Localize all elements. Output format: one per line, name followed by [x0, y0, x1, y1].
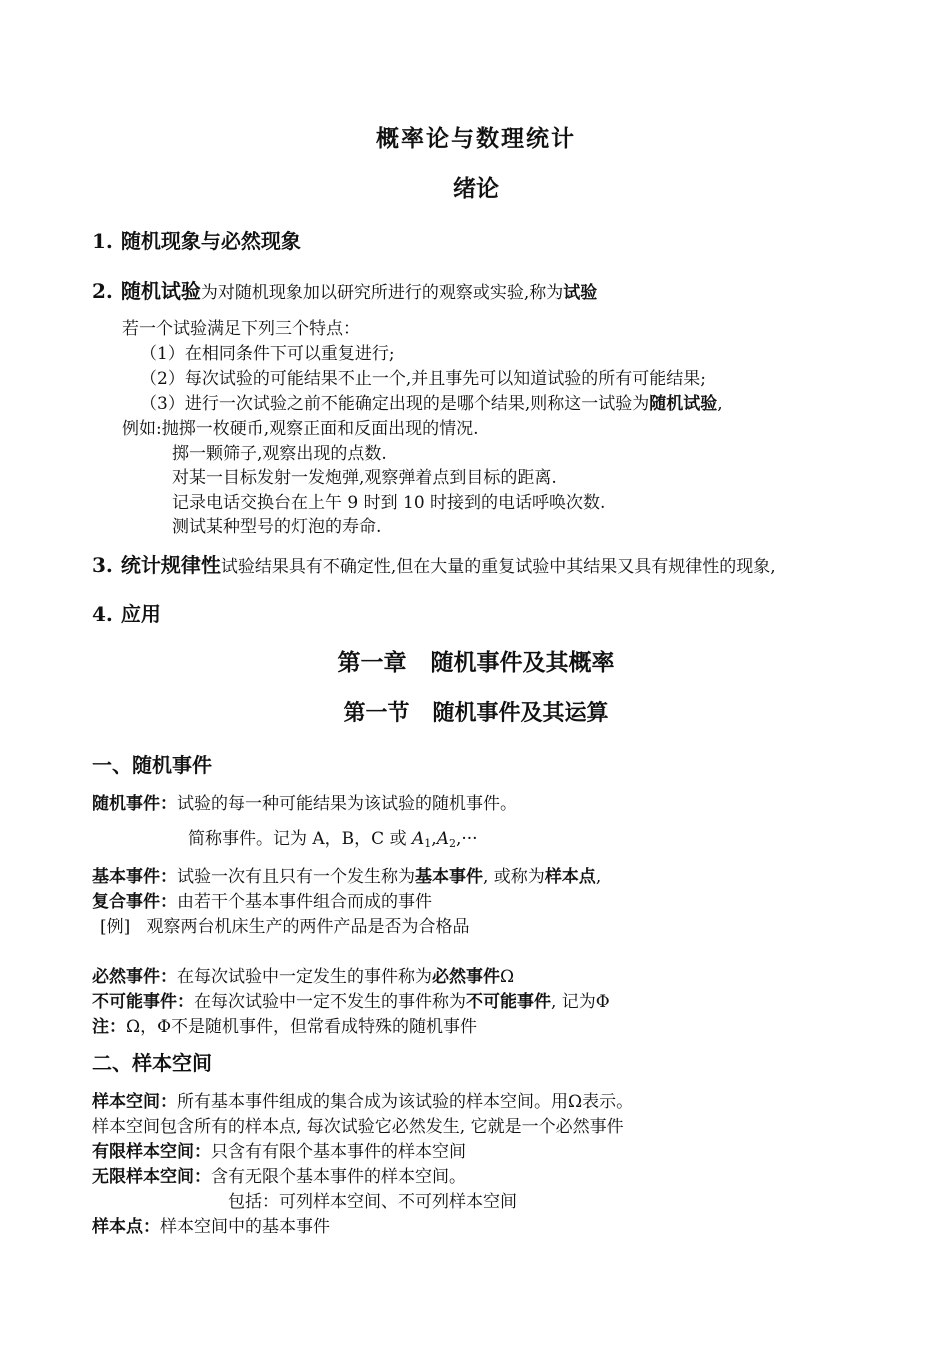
item-heading: 随机现象与必然现象 — [120, 229, 301, 253]
item-number: 4. — [92, 602, 113, 626]
item-number: 2. — [92, 279, 113, 303]
item-term: 随机试验 — [120, 279, 201, 303]
definition-term: 无限样本空间： — [92, 1167, 211, 1187]
item-term-2: 试验 — [563, 283, 598, 303]
definition-text: 由若干个基本事件组合而成的事件 — [177, 892, 432, 912]
notation-tail: ,··· — [455, 829, 478, 849]
definition-term-3: 样本点 — [544, 867, 596, 887]
definition-term: 有限样本空间： — [92, 1142, 211, 1162]
example-line: 测试某种型号的灯泡的寿命. — [172, 517, 382, 537]
definition-term: 基本事件： — [92, 867, 177, 887]
note-text: Ω，Φ不是随机事件，但常看成特殊的随机事件 — [126, 1017, 478, 1037]
sample-space-line-2: 样本空间包含所有的样本点, 每次试验它必然发生, 它就是一个必然事件 — [92, 1117, 624, 1137]
impossible-event-definition — [92, 991, 610, 1013]
definition-end: , — [595, 867, 602, 887]
example-line: 对某一目标发射一发炮弹,观察弹着点到目标的距离. — [172, 468, 557, 488]
definition-term: 复合事件： — [92, 892, 177, 912]
intro-item-4 — [92, 603, 161, 625]
definition-text: 在每次试验中一定不发生的事件称为 — [194, 992, 466, 1012]
definition-term-2: 基本事件 — [415, 867, 483, 887]
condition-2: （2）每次试验的可能结果不止一个,并且事先可以知道试验的所有可能结果; — [140, 369, 706, 389]
definition-end: , 记为Φ — [551, 992, 610, 1012]
item-text: 为对随机现象加以研究所进行的观察或实验,称为 — [200, 283, 564, 303]
definition-text: 试验一次有且只有一个发生称为 — [177, 867, 415, 887]
document-title: 概率论与数理统计 — [376, 125, 576, 152]
example-line: 例如:抛掷一枚硬币,观察正面和反面出现的情况. — [122, 419, 479, 439]
note-line — [92, 1016, 477, 1038]
item-number: 3. — [92, 553, 113, 577]
example-line: 掷一颗筛子,观察出现的点数. — [172, 444, 387, 464]
sample-point-definition — [92, 1216, 330, 1238]
notation-sub-2: 2 — [448, 837, 456, 850]
definition-term: 不可能事件： — [92, 992, 194, 1012]
definition-term: 必然事件： — [92, 967, 177, 987]
definition-term: 样本点： — [92, 1217, 160, 1237]
definition-text: 样本空间中的基本事件 — [160, 1217, 330, 1237]
item-text: 试验结果具有不确定性,但在大量的重复试验中其结果又具有规律性的现象, — [220, 557, 776, 577]
chapter-heading: 第一章 随机事件及其概率 — [337, 649, 615, 676]
intro-item-1 — [92, 230, 301, 252]
condition-intro: 若一个试验满足下列三个特点： — [122, 319, 360, 339]
infinite-space-includes: 包括：可列样本空间、不可列样本空间 — [228, 1192, 517, 1212]
condition-1: （1）在相同条件下可以重复进行; — [140, 344, 395, 364]
omega-symbol: Ω — [500, 967, 515, 987]
document-subtitle: 绪论 — [453, 175, 499, 202]
infinite-space-definition — [92, 1166, 466, 1188]
item-term: 统计规律性 — [120, 553, 221, 577]
note-term: 注： — [92, 1017, 126, 1037]
example-note: [例] 观察两台机床生产的两件产品是否为合格品 — [100, 917, 470, 937]
basic-event-definition — [92, 866, 601, 888]
item-heading: 应用 — [120, 602, 161, 626]
finite-space-definition — [92, 1141, 466, 1163]
definition-text: 只含有有限个基本事件的样本空间 — [211, 1142, 466, 1162]
definition-text: 试验的每一种可能结果为该试验的随机事件。 — [177, 794, 517, 814]
example-line: 记录电话交换台在上午 9 时到 10 时接到的电话呼唤次数. — [172, 493, 606, 513]
intro-item-2 — [92, 280, 597, 304]
definition-text: 所有基本事件组成的集合成为该试验的样本空间。用Ω表示。 — [177, 1092, 634, 1112]
condition-3-end: , — [717, 394, 723, 414]
definition-text: 在每次试验中一定发生的事件称为 — [177, 967, 432, 987]
definition-term: 随机事件： — [92, 794, 177, 814]
certain-event-definition — [92, 966, 514, 988]
definition-term: 样本空间： — [92, 1092, 177, 1112]
event-notation — [188, 828, 478, 855]
condition-3-text: （3）进行一次试验之前不能确定出现的是哪个结果,则称这一试验为 — [140, 394, 650, 414]
notation-a: A — [436, 829, 449, 849]
part-1-heading: 一、随机事件 — [92, 753, 212, 777]
definition-mid: , 或称为 — [483, 867, 545, 887]
notation-text: 简称事件。记为 A，B，C 或 — [188, 829, 407, 849]
notation-a: A — [412, 829, 425, 849]
condition-3 — [140, 393, 723, 415]
random-event-definition — [92, 793, 517, 815]
notation-sep: , — [431, 829, 437, 849]
item-number: 1. — [92, 229, 113, 253]
definition-text: 含有无限个基本事件的样本空间。 — [211, 1167, 466, 1187]
compound-event-definition — [92, 891, 432, 913]
condition-3-term: 随机试验 — [649, 394, 718, 414]
section-heading: 第一节 随机事件及其运算 — [343, 700, 609, 726]
definition-term-2: 必然事件 — [432, 967, 500, 987]
intro-item-3 — [92, 554, 776, 578]
notation-sub-1: 1 — [424, 837, 432, 850]
part-2-heading: 二、样本空间 — [92, 1051, 212, 1075]
sample-space-definition — [92, 1091, 633, 1113]
definition-term-2: 不可能事件 — [466, 992, 551, 1012]
